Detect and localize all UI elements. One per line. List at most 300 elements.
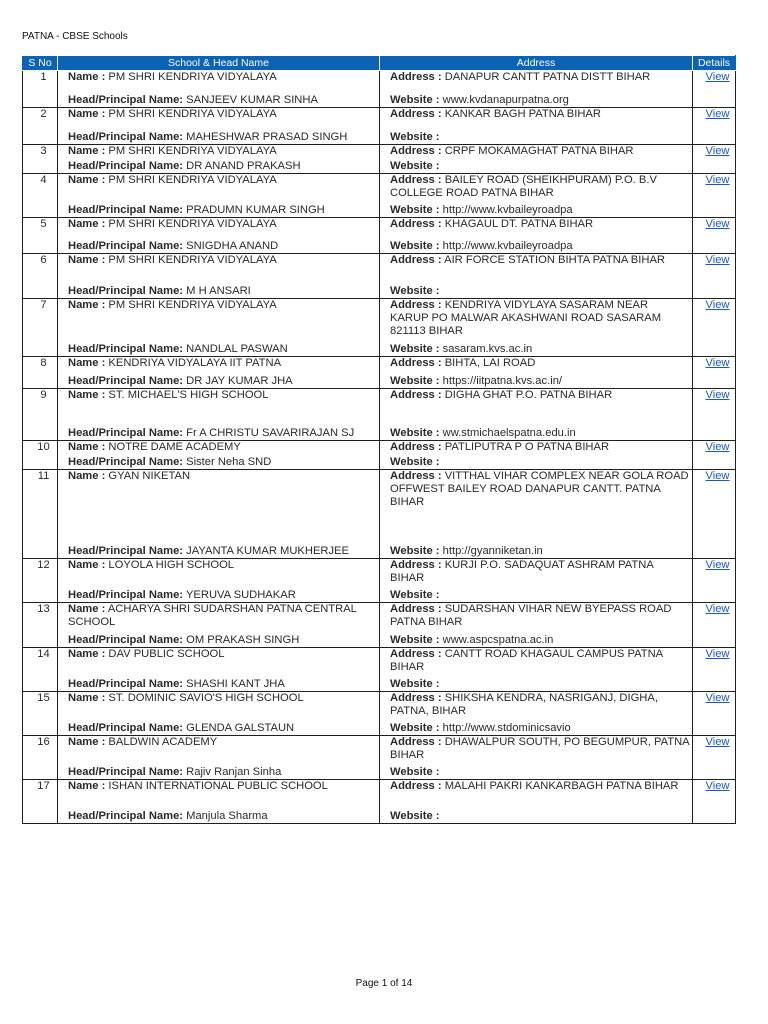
school-name-line	[68, 145, 376, 158]
address-label: Address :	[390, 389, 442, 401]
head-name: Rajiv Ranjan Sinha	[186, 766, 282, 778]
address-cell	[380, 218, 693, 254]
school-name-line	[68, 736, 376, 749]
table-row	[23, 218, 736, 254]
table-row	[23, 145, 736, 174]
head-name-line	[68, 589, 376, 602]
address-label: Address :	[390, 736, 442, 748]
sno-value: 10	[37, 441, 50, 453]
head-name: Sister Neha SND	[186, 456, 272, 468]
website-value: ww.stmichaelspatna.edu.in	[442, 427, 576, 439]
table-row	[23, 780, 736, 824]
table-row	[23, 357, 736, 389]
schools-table	[22, 55, 736, 824]
details-cell	[693, 357, 736, 389]
view-link[interactable]: View	[705, 648, 730, 660]
view-link[interactable]: View	[705, 174, 730, 186]
head-label: Head/Principal Name:	[68, 94, 184, 106]
header-school: School & Head Name	[58, 56, 380, 71]
school-name-line	[68, 692, 376, 705]
address-cell	[380, 254, 693, 299]
details-cell	[693, 108, 736, 145]
address-value: KANKAR BAGH PATNA BIHAR	[444, 108, 601, 120]
school-name-line	[68, 389, 376, 402]
website-line	[390, 427, 689, 440]
header-address: Address	[380, 56, 693, 71]
school-name-line	[68, 108, 376, 121]
address-label: Address :	[390, 71, 442, 83]
website-label: Website :	[390, 722, 440, 734]
address-label: Address :	[390, 145, 442, 157]
table-row	[23, 108, 736, 145]
website-line	[390, 766, 689, 779]
address-value: KURJI P.O. SADAQUAT ASHRAM PATNA BIHAR	[390, 559, 654, 584]
head-label: Head/Principal Name:	[68, 427, 184, 439]
sno-value: 7	[40, 299, 47, 311]
address-label: Address :	[390, 470, 442, 482]
head-label: Head/Principal Name:	[68, 766, 184, 778]
sno-value: 1	[40, 71, 47, 83]
row-sno	[23, 441, 58, 470]
head-name-line	[68, 285, 376, 298]
details-cell	[693, 299, 736, 357]
school-name: PM SHRI KENDRIYA VIDYALAYA	[108, 254, 277, 266]
address-cell	[380, 357, 693, 389]
address-cell	[380, 692, 693, 736]
address-cell	[380, 108, 693, 145]
head-name: DR ANAND PRAKASH	[186, 160, 301, 172]
school-name-line	[68, 559, 376, 572]
address-value: DIGHA GHAT P.O. PATNA BIHAR	[444, 389, 613, 401]
row-sno	[23, 648, 58, 692]
address-line	[390, 108, 689, 121]
website-line	[390, 589, 689, 602]
table-row	[23, 254, 736, 299]
details-cell	[693, 559, 736, 603]
row-sno	[23, 389, 58, 441]
row-sno	[23, 736, 58, 780]
details-cell	[693, 71, 736, 108]
head-name: GLENDA GALSTAUN	[186, 722, 295, 734]
address-value: AIR FORCE STATION BIHTA PATNA BIHAR	[444, 254, 665, 266]
head-name-line	[68, 343, 376, 356]
head-name-line	[68, 160, 376, 173]
sno-value: 16	[37, 736, 50, 748]
name-label: Name :	[68, 470, 106, 482]
address-label: Address :	[390, 559, 442, 571]
website-line	[390, 285, 689, 298]
head-label: Head/Principal Name:	[68, 634, 184, 646]
head-name-line	[68, 240, 376, 253]
details-cell	[693, 648, 736, 692]
table-body	[23, 71, 736, 824]
website-line	[390, 94, 689, 107]
address-value: BIHTA, LAI ROAD	[444, 357, 536, 369]
website-label: Website :	[390, 204, 440, 216]
address-line	[390, 441, 689, 454]
school-name-line	[68, 254, 376, 267]
sno-value: 8	[40, 357, 47, 369]
school-cell	[58, 692, 380, 736]
name-label: Name :	[68, 357, 106, 369]
name-label: Name :	[68, 254, 106, 266]
address-value: VITTHAL VIHAR COMPLEX NEAR GOLA ROAD OFFWEST BAILEY ROAD DANAPUR CANTT. PATNA BIHAR	[390, 470, 689, 508]
name-label: Name :	[68, 71, 106, 83]
address-cell	[380, 648, 693, 692]
name-label: Name :	[68, 299, 106, 311]
sno-value: 17	[37, 780, 50, 792]
view-link[interactable]: View	[705, 71, 730, 83]
details-cell	[693, 736, 736, 780]
address-line	[390, 174, 689, 200]
school-cell	[58, 559, 380, 603]
head-label: Head/Principal Name:	[68, 545, 184, 557]
school-name: ST. DOMINIC SAVIO'S HIGH SCHOOL	[108, 692, 304, 704]
details-cell	[693, 254, 736, 299]
website-line	[390, 131, 689, 144]
school-name-line	[68, 174, 376, 187]
address-label: Address :	[390, 357, 442, 369]
website-value: http://www.kvbaileyroadpa	[442, 240, 573, 252]
address-value: CRPF MOKAMAGHAT PATNA BIHAR	[444, 145, 634, 157]
table-row	[23, 299, 736, 357]
sno-value: 5	[40, 218, 47, 230]
row-sno	[23, 174, 58, 218]
website-label: Website :	[390, 427, 440, 439]
row-sno	[23, 559, 58, 603]
row-sno	[23, 71, 58, 108]
school-name: NOTRE DAME ACADEMY	[108, 441, 241, 453]
school-name: ST. MICHAEL'S HIGH SCHOOL	[108, 389, 269, 401]
name-label: Name :	[68, 559, 106, 571]
header-details: Details	[693, 56, 736, 71]
school-cell	[58, 145, 380, 174]
website-label: Website :	[390, 131, 440, 143]
head-name-line	[68, 427, 376, 440]
head-label: Head/Principal Name:	[68, 810, 184, 822]
school-name: PM SHRI KENDRIYA VIDYALAYA	[108, 108, 277, 120]
website-label: Website :	[390, 343, 440, 355]
website-label: Website :	[390, 810, 440, 822]
sno-value: 3	[40, 145, 47, 157]
address-cell	[380, 71, 693, 108]
view-link[interactable]: View	[705, 299, 730, 311]
address-cell	[380, 559, 693, 603]
school-name: PM SHRI KENDRIYA VIDYALAYA	[108, 218, 277, 230]
details-cell	[693, 174, 736, 218]
address-line	[390, 736, 689, 762]
row-sno	[23, 780, 58, 824]
address-label: Address :	[390, 174, 442, 186]
website-line	[390, 204, 689, 217]
view-link[interactable]: View	[705, 145, 730, 157]
head-name-line	[68, 722, 376, 735]
school-cell	[58, 357, 380, 389]
view-link[interactable]: View	[705, 470, 730, 482]
sno-value: 14	[37, 648, 50, 660]
address-value: BAILEY ROAD (SHEIKHPURAM) P.O. B.V COLLEGE ROAD PATNA BIHAR	[390, 174, 657, 199]
address-line	[390, 145, 689, 158]
view-link[interactable]: View	[705, 780, 730, 792]
website-line	[390, 240, 689, 253]
school-name-line	[68, 780, 376, 793]
table-header-row	[23, 56, 736, 71]
address-label: Address :	[390, 218, 442, 230]
address-label: Address :	[390, 603, 442, 615]
details-cell	[693, 441, 736, 470]
view-link[interactable]: View	[705, 441, 730, 453]
school-name: PM SHRI KENDRIYA VIDYALAYA	[108, 71, 277, 83]
school-cell	[58, 218, 380, 254]
address-label: Address :	[390, 780, 442, 792]
website-line	[390, 456, 689, 469]
head-name-line	[68, 204, 376, 217]
address-line	[390, 559, 689, 585]
head-name: NANDLAL PASWAN	[186, 343, 288, 355]
row-sno	[23, 299, 58, 357]
address-label: Address :	[390, 692, 442, 704]
name-label: Name :	[68, 218, 106, 230]
website-value: https://iitpatna.kvs.ac.in/	[442, 375, 563, 387]
website-label: Website :	[390, 240, 440, 252]
website-line	[390, 545, 689, 558]
head-label: Head/Principal Name:	[68, 285, 184, 297]
address-value: DANAPUR CANTT PATNA DISTT BIHAR	[444, 71, 651, 83]
school-name: ISHAN INTERNATIONAL PUBLIC SCHOOL	[108, 780, 328, 792]
address-label: Address :	[390, 108, 442, 120]
details-cell	[693, 603, 736, 648]
head-label: Head/Principal Name:	[68, 678, 184, 690]
row-sno	[23, 145, 58, 174]
head-name: SANJEEV KUMAR SINHA	[186, 94, 318, 106]
school-name: PM SHRI KENDRIYA VIDYALAYA	[108, 174, 277, 186]
name-label: Name :	[68, 648, 106, 660]
address-value: MALAHI PAKRI KANKARBAGH PATNA BIHAR	[444, 780, 679, 792]
head-label: Head/Principal Name:	[68, 131, 184, 143]
view-link[interactable]: View	[705, 254, 730, 266]
table-row	[23, 559, 736, 603]
school-cell	[58, 648, 380, 692]
address-line	[390, 692, 689, 718]
view-link[interactable]: View	[705, 218, 730, 230]
sno-value: 12	[37, 559, 50, 571]
details-cell	[693, 218, 736, 254]
school-name: GYAN NIKETAN	[108, 470, 191, 482]
name-label: Name :	[68, 736, 106, 748]
sno-value: 2	[40, 108, 47, 120]
row-sno	[23, 254, 58, 299]
school-name-line	[68, 603, 376, 629]
document-title: PATNA - CBSE Schools	[22, 31, 128, 42]
sno-value: 9	[40, 389, 47, 401]
school-name: ACHARYA SHRI SUDARSHAN PATNA CENTRAL SCHOOL	[68, 603, 357, 628]
view-link[interactable]: View	[705, 736, 730, 748]
website-label: Website :	[390, 285, 440, 297]
address-value: SHIKSHA KENDRA, NASRIGANJ, DIGHA, PATNA, BIHAR	[390, 692, 658, 717]
address-label: Address :	[390, 441, 442, 453]
head-name-line	[68, 94, 376, 107]
address-cell	[380, 174, 693, 218]
website-label: Website :	[390, 678, 440, 690]
school-cell	[58, 71, 380, 108]
table-row	[23, 692, 736, 736]
table-row	[23, 603, 736, 648]
head-name: SHASHI KANT JHA	[186, 678, 285, 690]
sno-value: 4	[40, 174, 47, 186]
website-label: Website :	[390, 766, 440, 778]
sno-value: 15	[37, 692, 50, 704]
head-name-line	[68, 678, 376, 691]
address-cell	[380, 736, 693, 780]
address-cell	[380, 441, 693, 470]
header-sno: S No	[23, 56, 58, 71]
school-cell	[58, 108, 380, 145]
school-name: PM SHRI KENDRIYA VIDYALAYA	[108, 299, 277, 311]
website-line	[390, 160, 689, 173]
school-name: LOYOLA HIGH SCHOOL	[108, 559, 235, 571]
name-label: Name :	[68, 145, 106, 157]
address-line	[390, 357, 689, 370]
head-label: Head/Principal Name:	[68, 343, 184, 355]
head-label: Head/Principal Name:	[68, 204, 184, 216]
name-label: Name :	[68, 441, 106, 453]
sno-value: 11	[37, 470, 50, 482]
head-name-line	[68, 545, 376, 558]
head-name: YERUVA SUDHAKAR	[185, 589, 296, 601]
school-cell	[58, 299, 380, 357]
head-name-line	[68, 810, 376, 823]
website-value: www.aspcspatna.ac.in	[442, 634, 554, 646]
table-row	[23, 389, 736, 441]
details-cell	[693, 780, 736, 824]
sno-value: 6	[40, 254, 47, 266]
address-line	[390, 780, 689, 793]
website-label: Website :	[390, 456, 440, 468]
address-line	[390, 648, 689, 674]
school-name: DAV PUBLIC SCHOOL	[108, 648, 225, 660]
website-line	[390, 343, 689, 356]
website-value: http://www.stdominicsavio	[442, 722, 571, 734]
head-name: JAYANTA KUMAR MUKHERJEE	[186, 545, 350, 557]
name-label: Name :	[68, 389, 106, 401]
address-cell	[380, 389, 693, 441]
row-sno	[23, 357, 58, 389]
website-label: Website :	[390, 375, 440, 387]
school-name: KENDRIYA VIDYALAYA IIT PATNA	[108, 357, 282, 369]
row-sno	[23, 218, 58, 254]
head-name-line	[68, 634, 376, 647]
table-row	[23, 441, 736, 470]
address-cell	[380, 603, 693, 648]
website-line	[390, 375, 689, 388]
address-value: DHAWALPUR SOUTH, PO BEGUMPUR, PATNA BIHAR	[390, 736, 690, 761]
address-line	[390, 470, 689, 509]
table-row	[23, 736, 736, 780]
head-name: PRADUMN KUMAR SINGH	[186, 204, 325, 216]
name-label: Name :	[68, 108, 106, 120]
head-label: Head/Principal Name:	[68, 160, 184, 172]
address-line	[390, 299, 689, 338]
school-cell	[58, 174, 380, 218]
website-label: Website :	[390, 545, 440, 557]
website-label: Website :	[390, 589, 440, 601]
website-line	[390, 634, 689, 647]
website-value: http://gyanniketan.in	[442, 545, 543, 557]
school-cell	[58, 389, 380, 441]
head-name: DR JAY KUMAR JHA	[186, 375, 293, 387]
address-cell	[380, 145, 693, 174]
view-link[interactable]: View	[705, 108, 730, 120]
address-value: KHAGAUL DT. PATNA BIHAR	[444, 218, 594, 230]
view-link[interactable]: View	[705, 559, 730, 571]
head-label: Head/Principal Name:	[68, 722, 184, 734]
school-name-line	[68, 218, 376, 231]
address-cell	[380, 299, 693, 357]
school-name: PM SHRI KENDRIYA VIDYALAYA	[108, 145, 277, 157]
address-label: Address :	[390, 299, 442, 311]
address-line	[390, 254, 689, 267]
school-cell	[58, 603, 380, 648]
school-cell	[58, 470, 380, 559]
name-label: Name :	[68, 692, 106, 704]
school-name-line	[68, 71, 376, 84]
table-row	[23, 470, 736, 559]
school-cell	[58, 254, 380, 299]
school-name-line	[68, 470, 376, 483]
sno-value: 13	[37, 603, 50, 615]
table-row	[23, 71, 736, 108]
head-name: Manjula Sharma	[186, 810, 268, 822]
view-link[interactable]: View	[705, 357, 730, 369]
website-label: Website :	[390, 160, 440, 172]
address-value: KENDRIYA VIDYLAYA SASARAM NEAR KARUP PO MALWAR AKASHWANI ROAD SASARAM 821113 BIHAR	[390, 299, 662, 337]
row-sno	[23, 108, 58, 145]
address-line	[390, 389, 689, 402]
table-row	[23, 648, 736, 692]
school-cell	[58, 441, 380, 470]
details-cell	[693, 145, 736, 174]
head-name-line	[68, 766, 376, 779]
head-name-line	[68, 375, 376, 388]
school-name-line	[68, 357, 376, 370]
head-label: Head/Principal Name:	[68, 456, 184, 468]
address-label: Address :	[390, 254, 442, 266]
address-line	[390, 218, 689, 231]
head-name: MAHESHWAR PRASAD SINGH	[186, 131, 348, 143]
school-cell	[58, 736, 380, 780]
head-label: Head/Principal Name:	[68, 240, 184, 252]
head-name-line	[68, 131, 376, 144]
address-line	[390, 71, 689, 84]
details-cell	[693, 389, 736, 441]
name-label: Name :	[68, 174, 106, 186]
school-name: BALDWIN ACADEMY	[108, 736, 218, 748]
website-line	[390, 810, 689, 823]
view-link[interactable]: View	[705, 692, 730, 704]
address-label: Address :	[390, 648, 442, 660]
head-name: SNIGDHA ANAND	[186, 240, 279, 252]
page-footer: Page 1 of 14	[355, 978, 413, 989]
view-link[interactable]: View	[705, 603, 730, 615]
school-cell	[58, 780, 380, 824]
website-label: Website :	[390, 634, 440, 646]
school-name-line	[68, 441, 376, 454]
view-link[interactable]: View	[705, 389, 730, 401]
address-value: CANTT ROAD KHAGAUL CAMPUS PATNA BIHAR	[390, 648, 663, 673]
details-cell	[693, 692, 736, 736]
head-name: M H ANSARI	[186, 285, 251, 297]
website-label: Website :	[390, 94, 440, 106]
